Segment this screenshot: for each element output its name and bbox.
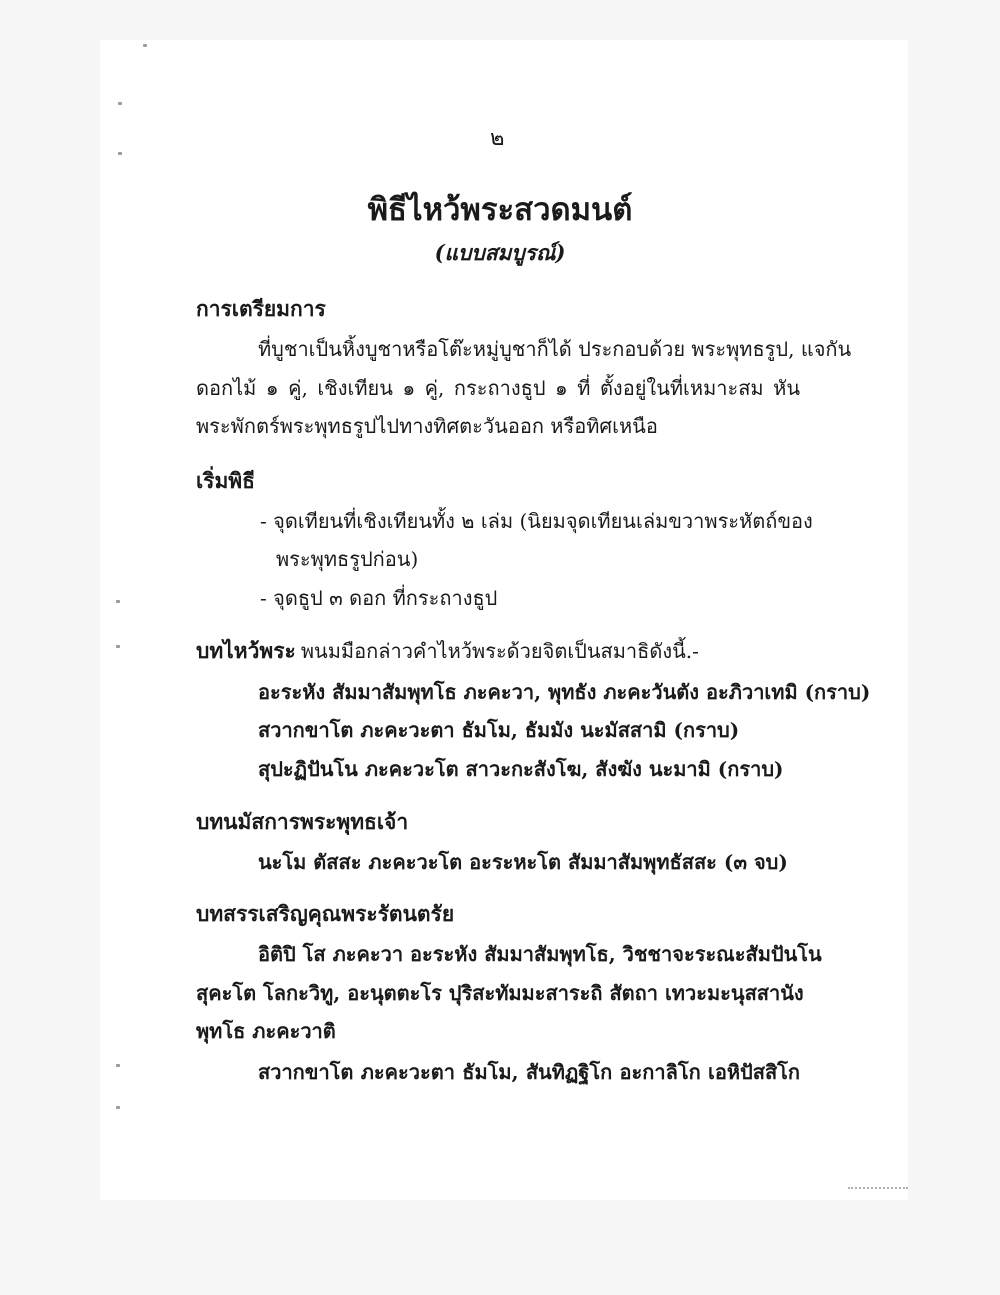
start-line-2: พระพุทธรูปก่อน) (276, 547, 419, 571)
scan-speck (116, 1064, 120, 1067)
praise-line-3: พุทโธ ภะคะวาติ (196, 1019, 336, 1043)
scan-speck (116, 1106, 120, 1109)
praise-line-4: สวากขาโต ภะคะวะตา ธัมโม, สันทิฏฐิโก อะกาลิโก เอหิปัสสิโก (258, 1060, 800, 1084)
scan-speck (143, 44, 147, 47)
worship-heading: บทไหว้พระ (196, 638, 296, 663)
worship-verse-1: อะระหัง สัมมาสัมพุทโธ ภะคะวา, พุทธัง ภะคะวันตัง อะภิวาเทมิ (กราบ) (258, 680, 871, 704)
preparation-line-3: พระพักตร์พระพุทธรูปไปทางทิศตะวันออก หรือทิศเหนือ (196, 414, 658, 438)
scan-speck (118, 152, 122, 155)
worship-instruction: พนมมือกล่าวคำไหว้พระด้วยจิตเป็นสมาธิดังนี้.- (300, 639, 699, 663)
preparation-heading: การเตรียมการ (196, 296, 326, 321)
homage-verse: นะโม ตัสสะ ภะคะวะโต อะระหะโต สัมมาสัมพุทธัสสะ (๓ จบ) (258, 850, 788, 874)
scan-speck (116, 645, 120, 648)
homage-heading: บทนมัสการพระพุทธเจ้า (196, 809, 409, 834)
page-number: ๒ (490, 126, 505, 151)
preparation-line-2: ดอกไม้ ๑ คู่, เชิงเทียน ๑ คู่, กระถางธูป ๑ ที่ ตั้งอยู่ในที่เหมาะสม หัน (196, 376, 800, 400)
preparation-line-1: ที่บูชาเป็นหิ้งบูชาหรือโต๊ะหมู่บูชาก็ได้ ประกอบด้วย พระพุทธรูป, แจกัน (258, 337, 852, 361)
worship-verse-3: สุปะฏิปันโน ภะคะวะโต สาวะกะสังโฆ, สังฆัง นะมามิ (กราบ) (258, 757, 784, 781)
praise-line-1: อิติปิ โส ภะคะวา อะระหัง สัมมาสัมพุทโธ, วิชชาจะระณะสัมปันโน (258, 942, 822, 966)
scan-speck (118, 102, 122, 105)
praise-line-2: สุคะโต โลกะวิทู, อะนุตตะโร ปุริสะทัมมะสาระถิ สัตถา เทวะมะนุสสานัง (196, 981, 804, 1005)
start-heading: เริ่มพิธี (196, 468, 255, 493)
start-line-1: - จุดเทียนที่เชิงเทียนทั้ง ๒ เล่ม (นิยมจุดเทียนเล่มขวาพระหัตถ์ของ (260, 509, 813, 533)
page-subtitle: (แบบสมบูรณ์) (434, 240, 566, 265)
scan-artifact (848, 1187, 908, 1193)
start-line-3: - จุดธูป ๓ ดอก ที่กระถางธูป (260, 586, 498, 610)
scan-speck (116, 600, 120, 603)
worship-verse-2: สวากขาโต ภะคะวะตา ธัมโม, ธัมมัง นะมัสสามิ (กราบ) (258, 718, 740, 742)
praise-heading: บทสรรเสริญคุณพระรัตนตรัย (196, 901, 455, 926)
worship-paragraph (196, 635, 699, 668)
page-title: พิธีไหว้พระสวดมนต์ (367, 192, 633, 228)
